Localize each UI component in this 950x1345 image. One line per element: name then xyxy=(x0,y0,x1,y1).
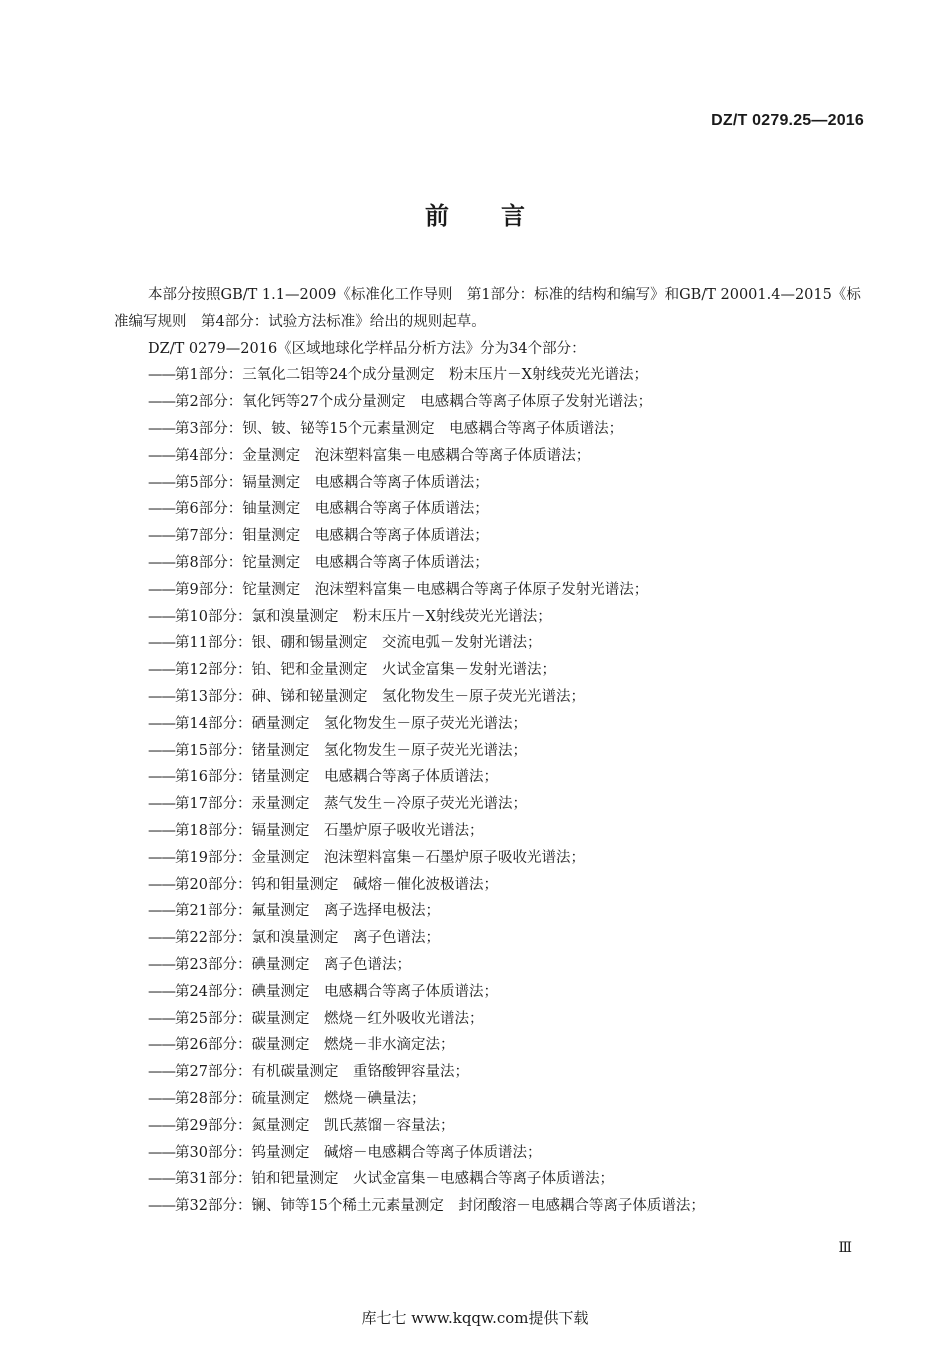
list-item: ——第22部分：氯和溴量测定 离子色谱法； xyxy=(148,930,440,947)
list-item: ——第3部分：钡、铍、铋等15个元素量测定 电感耦合等离子体质谱法； xyxy=(148,420,624,437)
parts-list xyxy=(114,362,866,1220)
list-item: ——第24部分：碘量测定 电感耦合等离子体质谱法； xyxy=(148,983,498,1000)
list-item: ——第29部分：氮量测定 凯氏蒸馏－容量法； xyxy=(148,1117,455,1134)
list-item: ——第25部分：碳量测定 燃烧－红外吸收光谱法； xyxy=(148,1010,484,1027)
list-item: ——第15部分：锗量测定 氢化物发生－原子荧光光谱法； xyxy=(148,742,527,759)
list-item: ——第18部分：镉量测定 石墨炉原子吸收光谱法； xyxy=(148,822,484,839)
list-item: ——第13部分：砷、锑和铋量测定 氢化物发生－原子荧光光谱法； xyxy=(148,688,585,705)
list-item: ——第28部分：硫量测定 燃烧－碘量法； xyxy=(148,1090,426,1107)
list-item: ——第9部分：铊量测定 泡沫塑料富集－电感耦合等离子体原子发射光谱法； xyxy=(148,581,649,598)
list-item: ——第1部分：三氧化二铝等24个成分量测定 粉末压片－X射线荧光光谱法； xyxy=(148,367,648,384)
list-item: ——第16部分：锗量测定 电感耦合等离子体质谱法； xyxy=(148,769,498,786)
page-title: 前言 xyxy=(425,201,577,230)
list-item: ——第4部分：金量测定 泡沫塑料富集－电感耦合等离子体质谱法； xyxy=(148,447,591,464)
page-number: Ⅲ xyxy=(838,1240,852,1256)
list-item: ——第5部分：镉量测定 电感耦合等离子体质谱法； xyxy=(148,474,489,491)
foreword-body xyxy=(114,282,866,1220)
list-item: ——第6部分：铀量测定 电感耦合等离子体质谱法； xyxy=(148,501,489,518)
list-item: ——第12部分：铂、钯和金量测定 火试金富集－发射光谱法； xyxy=(148,662,556,679)
footer-note: 库七七 www.kqqw.com提供下载 xyxy=(361,1309,589,1327)
list-item: ——第7部分：钼量测定 电感耦合等离子体质谱法； xyxy=(148,528,489,545)
standard-code: DZ/T 0279.25—2016 xyxy=(711,112,864,129)
list-item: ——第32部分：镧、铈等15个稀土元素量测定 封闭酸溶－电感耦合等离子体质谱法； xyxy=(148,1198,705,1215)
list-item: ——第11部分：银、硼和锡量测定 交流电弧－发射光谱法； xyxy=(148,635,542,652)
list-item: ——第10部分：氯和溴量测定 粉末压片－X射线荧光光谱法； xyxy=(148,608,552,625)
list-item: ——第14部分：硒量测定 氢化物发生－原子荧光光谱法； xyxy=(148,715,527,732)
intro-paragraph-1: 本部分按照GB/T 1.1—2009《标准化工作导则 第1部分：标准的结构和编写》和GB/T 20001.4—2015《标准编写规则 第4部分：试验方法标准》给出的规则起草。 xyxy=(114,287,861,330)
intro-paragraph-2: DZ/T 0279—2016《区域地球化学样品分析方法》分为34个部分： xyxy=(148,340,586,357)
list-item: ——第23部分：碘量测定 离子色谱法； xyxy=(148,956,411,973)
list-item: ——第17部分：汞量测定 蒸气发生－冷原子荧光光谱法； xyxy=(148,796,527,813)
list-item: ——第2部分：氧化钙等27个成分量测定 电感耦合等离子体原子发射光谱法； xyxy=(148,394,653,411)
list-item: ——第8部分：铊量测定 电感耦合等离子体质谱法； xyxy=(148,554,489,571)
list-item: ——第27部分：有机碳量测定 重铬酸钾容量法； xyxy=(148,1064,469,1081)
list-item: ——第19部分：金量测定 泡沫塑料富集－石墨炉原子吸收光谱法； xyxy=(148,849,585,866)
list-item: ——第21部分：氟量测定 离子选择电极法； xyxy=(148,903,440,920)
list-item: ——第20部分：钨和钼量测定 碱熔－催化波极谱法； xyxy=(148,876,498,893)
list-item: ——第26部分：碳量测定 燃烧－非水滴定法； xyxy=(148,1037,455,1054)
list-item: ——第31部分：铂和钯量测定 火试金富集－电感耦合等离子体质谱法； xyxy=(148,1171,614,1188)
list-item: ——第30部分：钨量测定 碱熔－电感耦合等离子体质谱法； xyxy=(148,1144,542,1161)
